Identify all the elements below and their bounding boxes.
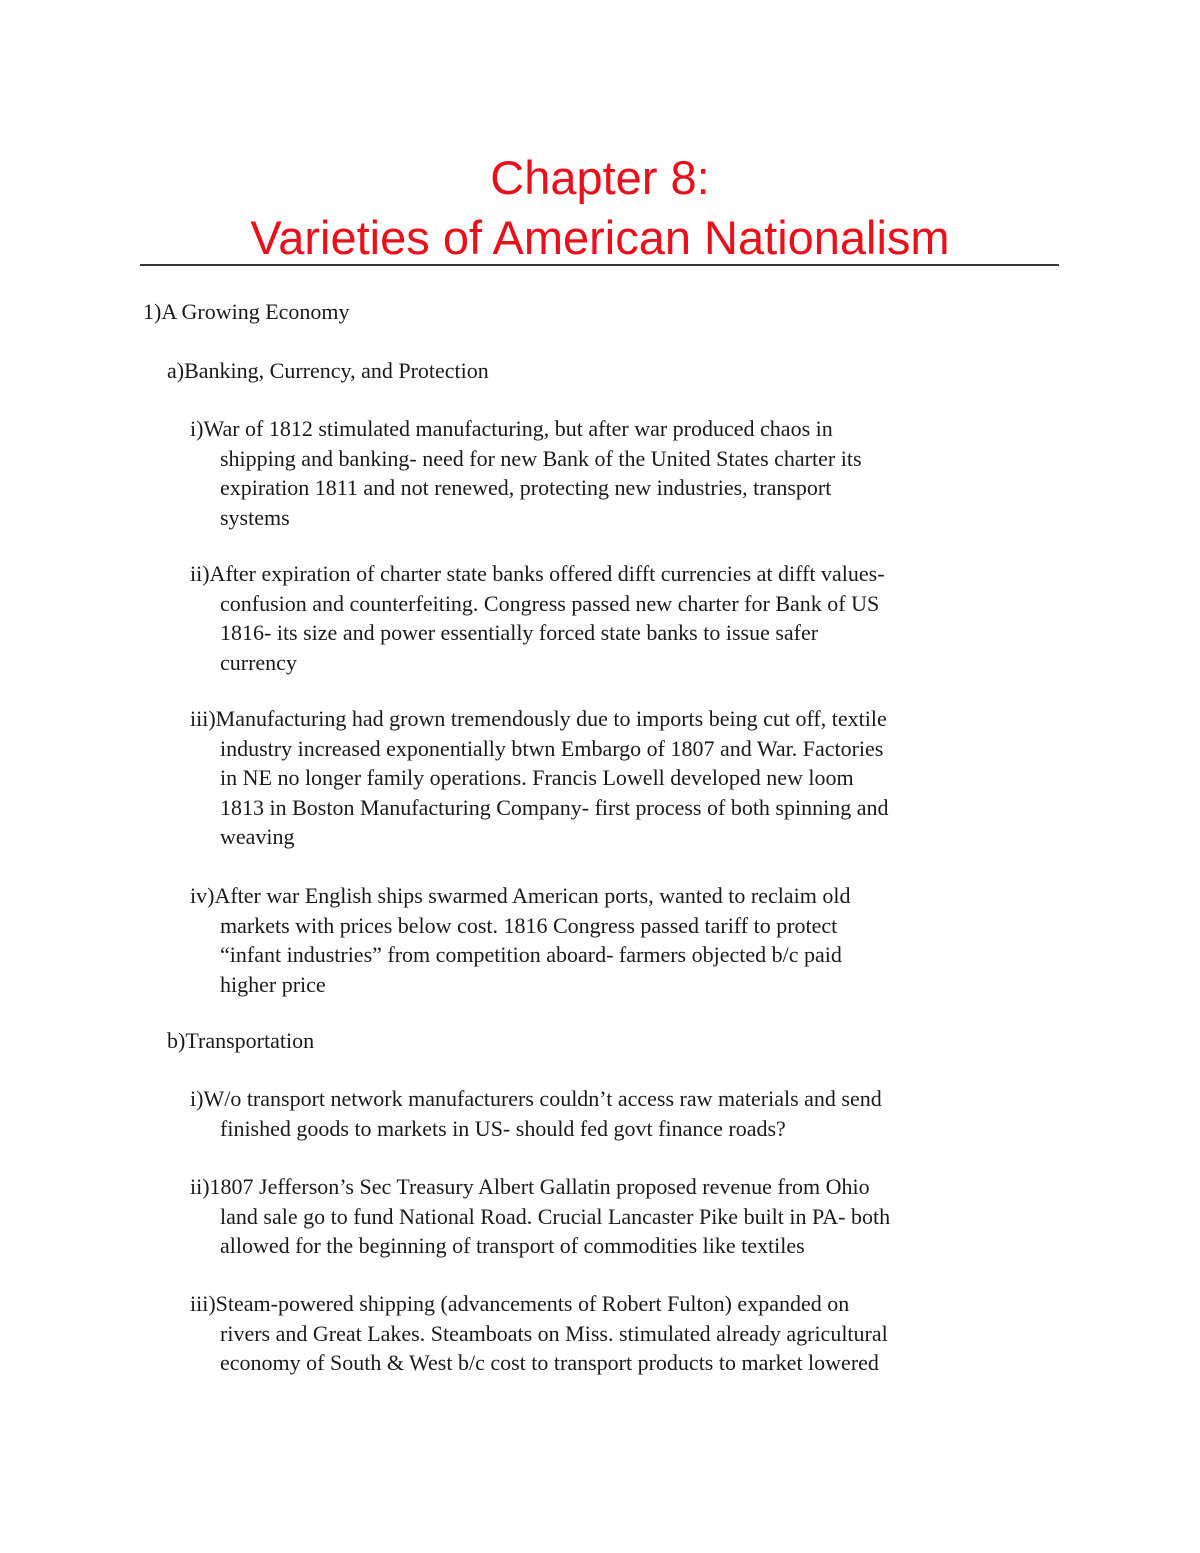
chapter-title [140, 148, 1060, 268]
title-underline-divider [140, 264, 1059, 266]
item-line: expiration 1811 and not renewed, protecting new industries, transport [220, 475, 832, 500]
item-line: higher price [220, 971, 326, 997]
item-line: currency [220, 649, 297, 675]
item-line: shipping and banking- need for new Bank of the United States charter its [220, 445, 862, 471]
item-line: finished goods to markets in US- should fed govt finance roads? [220, 1115, 786, 1141]
subsection-heading-transportation: b)Transportation [167, 1028, 315, 1053]
outline-item-a-ii [190, 559, 885, 677]
chapter-name: Varieties of American Nationalism [250, 211, 950, 264]
item-line: systems [220, 504, 290, 530]
section-heading-growing-economy: 1)A Growing Economy [143, 299, 350, 324]
item-line: land sale go to fund National Road. Crucial Lancaster Pike built in PA- both [220, 1203, 891, 1229]
outline-item-a-iii [190, 704, 888, 852]
outline-item-b-i [190, 1084, 882, 1143]
outline-item-b-iii [190, 1289, 888, 1378]
outline-item-a-iv [190, 881, 850, 999]
item-line: 1816- its size and power essentially forced state banks to issue safer [220, 620, 819, 645]
outline-item-a-i [190, 414, 862, 532]
item-line: economy of South & West b/c cost to transport products to market lowered [220, 1350, 879, 1375]
outline-item-b-ii [190, 1172, 890, 1261]
subsection-heading-banking: a)Banking, Currency, and Protection [167, 358, 489, 383]
item-line: allowed for the beginning of transport of commodities like textiles [220, 1233, 805, 1258]
chapter-number: Chapter 8: [490, 151, 710, 204]
item-line: ii)1807 Jefferson’s Sec Treasury Albert Gallatin proposed revenue from Ohio [190, 1174, 870, 1199]
item-line: markets with prices below cost. 1816 Congress passed tariff to protect [220, 912, 838, 938]
item-line: i)W/o transport network manufacturers couldn’t access raw materials and send [190, 1086, 882, 1111]
item-line: industry increased exponentially btwn Embargo of 1807 and War. Factories [220, 735, 884, 761]
item-line: iii)Manufacturing had grown tremendously due to imports being cut off, textile [190, 706, 887, 731]
item-line: iv)After war English ships swarmed American ports, wanted to reclaim old [190, 883, 851, 908]
item-line: i)War of 1812 stimulated manufacturing, but after war produced chaos in [190, 416, 833, 441]
item-line: confusion and counterfeiting. Congress passed new charter for Bank of US [220, 590, 880, 616]
item-line: ii)After expiration of charter state banks offered difft currencies at difft values- [190, 561, 885, 586]
item-line: in NE no longer family operations. Francis Lowell developed new loom [220, 765, 854, 790]
item-line: iii)Steam-powered shipping (advancements of Robert Fulton) expanded on [190, 1291, 850, 1316]
item-line: 1813 in Boston Manufacturing Company- first process of both spinning and [220, 794, 889, 820]
item-line: weaving [220, 824, 295, 849]
item-line: rivers and Great Lakes. Steamboats on Miss. stimulated already agricultural [220, 1320, 888, 1346]
item-line: “infant industries” from competition aboard- farmers objected b/c paid [220, 942, 842, 967]
